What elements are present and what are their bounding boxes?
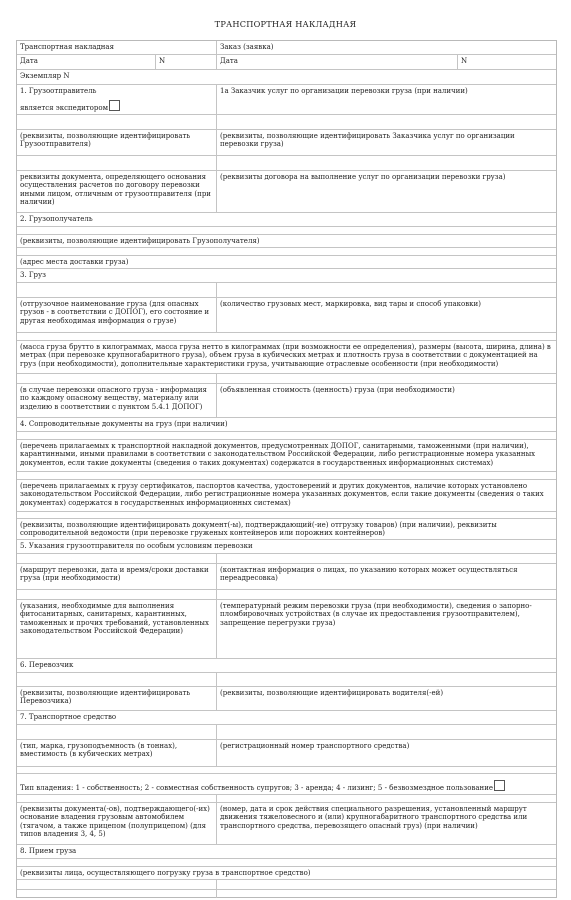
section8-title: 8. Прием груза (20, 847, 77, 855)
declared-value: (объявленная стоимость (ценность) груза (при необходимости) (216, 384, 556, 417)
section2-row2 (17, 255, 556, 268)
section4-title-row (17, 417, 556, 431)
section1-header (17, 84, 556, 114)
section7-title-row (17, 710, 556, 724)
section8-right-input2[interactable] (216, 890, 556, 898)
consignee-details: (реквизиты, позволяющие идентифицировать Грузополучателя) (20, 237, 260, 245)
ownership-type (17, 774, 556, 794)
dangerous-input[interactable] (17, 374, 216, 383)
section1-row2 (17, 129, 556, 155)
carrier-input-row (17, 672, 556, 686)
waybill-date-field[interactable]: Дата (20, 57, 38, 65)
consignee-input[interactable] (17, 226, 556, 234)
settlement-document: реквизиты документа, определяющего основания осуществления расчетов по договору перевозки иными лицом, отличным от грузоотправителя (при наличии) (20, 173, 211, 207)
section3-row1 (17, 297, 556, 332)
attached-docs-input[interactable] (17, 431, 556, 439)
ownership-documents: (реквизиты документа(-ов), подтверждающего(-их) основание владения грузовым автомобилем (тягачом, а также прицепом (полуприцепом) (для типов владения 3, 4, 5) (20, 805, 210, 839)
carrier-input[interactable] (17, 673, 216, 686)
route-and-dates: (маршрут перевозки, дата и время/сроки доставки груза (при необходимости) (20, 566, 209, 583)
customer-label: 1а Заказчик услуг по организации перевозки груза (при наличии) (216, 85, 556, 114)
section5-title-row (17, 539, 556, 553)
ownership-doc-input[interactable] (17, 795, 216, 802)
section3-row2 (17, 340, 556, 373)
delivery-address: (адрес места доставки груза) (20, 258, 129, 266)
date-row (17, 54, 556, 69)
settlement-input[interactable] (17, 156, 216, 170)
ownership-row (17, 773, 556, 794)
section5-row1 (17, 563, 556, 589)
waybill-label: Транспортная накладная (20, 43, 115, 51)
service-contract: (реквизиты договора на выполнение услуг по организации перевозки груза) (216, 171, 556, 212)
temperature-seals: (температурный режим перевозки груза (при необходимости), сведения о запорно-пломбировочных устройствах (в случае их предоставления грузоотправителем), запрещение перегрузки груза) (216, 600, 556, 658)
redirect-contacts: (контактная информация о лицах, по указанию которых может осуществляться переадресовка) (216, 564, 556, 589)
section4-row3 (17, 518, 556, 539)
registration-input[interactable] (216, 725, 556, 739)
certificates: (перечень прилагаемых к грузу сертификатов, паспортов качества, удостоверений и других документов, наличие которых установлено законодательством Российской Федерации, либо регистрационные номера указанных документов, если такие документы (сведения о таких документах) содержатся в государственных информационных системах) (20, 482, 544, 507)
cargo-packages-input[interactable] (216, 283, 556, 297)
shipment-documents: (реквизиты, позволяющие идентифицировать документ(-ы), подтверждающий(-ие) отгрузку товаров) (при наличии), реквизиты сопроводительной ведомости (при перевозке груженых контейнеров или порожних контейнеров) (20, 521, 497, 538)
cargo-name-input[interactable] (17, 283, 216, 297)
dangerous-goods-info: (в случае перевозки опасного груза - информация по каждому опасному веществу, материалу или изделию в соответствии с пунктом 5.4.1 ДОПОГ) (20, 386, 207, 411)
section6-title: 6. Перевозчик (20, 661, 74, 669)
ownership-label: Тип владения: 1 - собственность; 2 - совместная собственность супругов; 3 - аренда; 4 - лизинг; 5 - безвозмездное пользование (20, 784, 494, 792)
section8-row3 (17, 889, 556, 898)
contract-input[interactable] (216, 156, 556, 170)
order-date-field[interactable]: Дата (216, 55, 457, 69)
section4-row1 (17, 439, 556, 471)
order-number-field[interactable]: N (457, 55, 556, 69)
section8-title-row (17, 844, 556, 858)
cargo-mass-dimensions: (масса груза брутто в килограммах, масса груза нетто в килограммах (при возможности ее определения), размеры (высота, ширина, длина) в метрах (при перевозке крупногабаритного груза), объем груза в кубических метрах и плотность груза в соответствии с документацией на груз (при необходимости), дополнительные характеристики груза, учитывающие отраслевые особенности (при необходимости) (20, 343, 551, 368)
route-input[interactable] (17, 554, 216, 563)
section1-row3 (17, 170, 556, 212)
vehicle-type-input[interactable] (17, 725, 216, 739)
order-label: Заказ (заявка) (216, 41, 556, 54)
section1-title: 1. Грузоотправитель (20, 87, 97, 95)
requirements-input-row (17, 589, 556, 599)
section3-title-row (17, 268, 556, 282)
section6-row1 (17, 686, 556, 710)
section4-row2 (17, 479, 556, 511)
document-title: ТРАНСПОРТНАЯ НАКЛАДНАЯ (214, 19, 357, 29)
dangerous-input-row (17, 373, 556, 383)
consignor-input[interactable] (17, 115, 216, 129)
route-input-row (17, 553, 556, 563)
forwarder-checkbox[interactable] (109, 100, 120, 111)
section8-right-input[interactable] (216, 880, 556, 889)
loader-input[interactable] (17, 858, 556, 866)
section2-title: 2. Грузополучатель (20, 215, 93, 223)
attached-documents: (перечень прилагаемых к транспортной накладной документов, предусмотренных ДОПОГ, санитарными, таможенными (при наличии), карантинными, иными правилами в соответствии с законодательством Российской Федерации, либо регистрационные номера указанных документов, если такие документы (сведения о таких документах) содержатся в государственных информационных системах) (20, 442, 536, 467)
cargo-packages: (количество грузовых мест, маркировка, вид тары и способ упаковки) (216, 298, 556, 332)
section3-row3 (17, 383, 556, 417)
requirements-input[interactable] (17, 590, 216, 599)
loader-details: (реквизиты лица, осуществляющего погрузку груза в транспортное средство) (20, 869, 311, 877)
permit-input[interactable] (216, 795, 556, 802)
section7-title: 7. Транспортное средство (20, 713, 117, 721)
declared-value-input[interactable] (216, 374, 556, 383)
cargo-input-row (17, 282, 556, 297)
temperature-input[interactable] (216, 590, 556, 599)
section8-left-input[interactable] (17, 880, 216, 889)
consignor-details: (реквизиты, позволяющие идентифицировать Грузоотправителя) (20, 132, 191, 149)
driver-input[interactable] (216, 673, 556, 686)
forwarder-label: является экспедитором (20, 104, 109, 113)
address-input[interactable] (17, 247, 556, 255)
waybill-form (16, 40, 557, 898)
shipment-docs-input[interactable] (17, 511, 556, 518)
ownership-doc-input-row (17, 794, 556, 802)
copy-number-field[interactable]: Экземпляр N (20, 72, 70, 80)
section4-title: 4. Сопроводительные документы на груз (при наличии) (20, 420, 228, 428)
header-row (17, 41, 556, 54)
section2-row1 (17, 234, 556, 247)
vehicle-type-capacity: (тип, марка, грузоподъемность (в тоннах), вместимость (в кубических метрах) (20, 742, 178, 759)
cargo-shipping-name: (отгрузочное наименование груза (для опасных грузов - в соответствии с ДОПОГ), его состояние и другая необходимая информация о грузе) (20, 300, 210, 325)
ownership-spacer (17, 766, 556, 773)
customer-input[interactable] (216, 115, 556, 129)
waybill-number-field[interactable]: N (155, 55, 216, 69)
registration-number: (регистрационный номер транспортного средства) (216, 740, 556, 766)
forwarder-line (20, 100, 213, 112)
customer-details: (реквизиты, позволяющие идентифицировать Заказчика услуг по организации перевозки груза) (216, 130, 556, 155)
vehicle-input-row (17, 724, 556, 739)
contact-input[interactable] (216, 554, 556, 563)
section3-title: 3. Груз (20, 271, 46, 279)
section1-blank2 (17, 155, 556, 170)
special-permit: (номер, дата и срок действия специального разрешения, установленный маршрут движения тяжеловесного и (или) крупногабаритного транспортного средства или транспортного средства, перевозящего опасный груз) (при наличии) (216, 803, 556, 844)
section8-left-input2[interactable] (17, 890, 216, 898)
section5-title: 5. Указания грузоотправителя по особым условиям перевозки (20, 542, 253, 550)
section7-row2 (17, 802, 556, 844)
driver-details: (реквизиты, позволяющие идентифицировать водителя(-ей) (216, 687, 556, 710)
certificates-input[interactable] (17, 471, 556, 479)
section7-row1 (17, 739, 556, 766)
carrier-details: (реквизиты, позволяющие идентифицировать Перевозчика) (20, 689, 191, 706)
ownership-checkbox[interactable] (494, 780, 505, 791)
consignor-label (17, 85, 216, 114)
section5-row2 (17, 599, 556, 658)
section2-title-row (17, 212, 556, 226)
section8-row2 (17, 879, 556, 889)
copy-row (17, 69, 556, 84)
section1-blank (17, 114, 556, 129)
section6-title-row (17, 658, 556, 672)
sanitary-requirements: (указания, необходимые для выполнения фитосанитарных, санитарных, карантинных, таможенных и прочих требований, установленных законодательством Российской Федерации) (20, 602, 209, 636)
cargo-mass-input[interactable] (17, 332, 556, 340)
section8-row1 (17, 866, 556, 879)
